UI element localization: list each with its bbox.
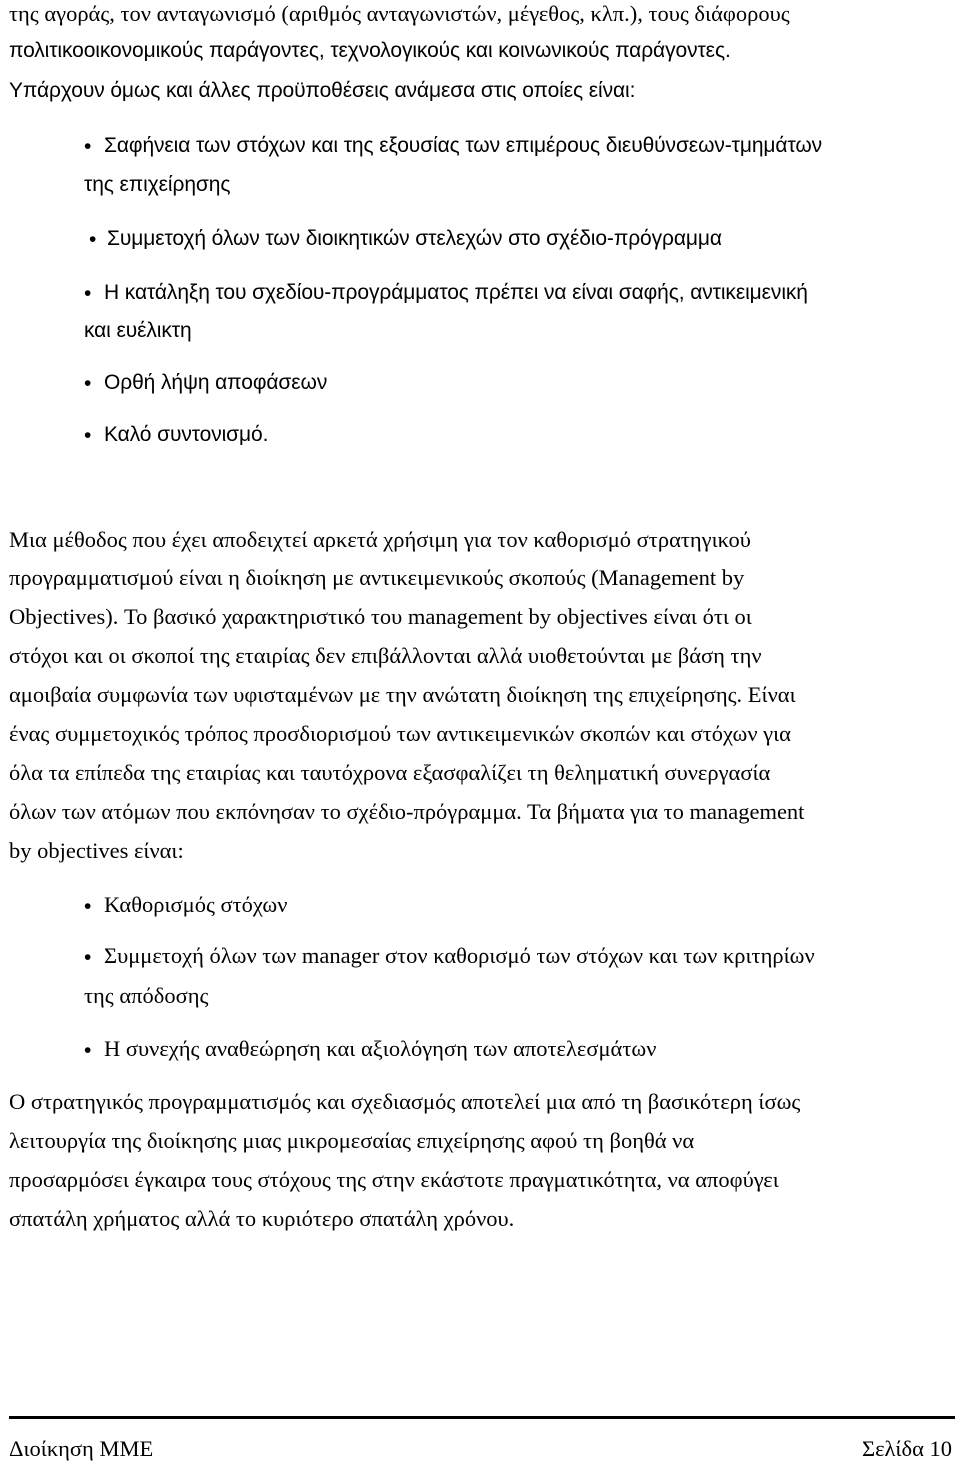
intro-line: πολιτικοοικονομικούς παράγοντες, τεχνολογικούς και κοινωνικούς παράγοντες. [9,39,731,62]
bullet-icon: • [84,372,92,395]
footer-title: Διοίκηση ΜΜΕ [9,1436,154,1461]
paragraph-line: Μια μέθοδος που έχει αποδειχτεί αρκετά χρήσιμη για τον καθορισμό στρατηγικού [9,527,751,552]
bullet-icon: • [84,946,92,969]
paragraph-line: by objectives είναι: [9,838,184,863]
bullet-icon: • [84,282,92,305]
list-item-text: Συμμετοχή όλων των διοικητικών στελεχών στο σχέδιο-πρόγραμμα [107,227,722,250]
bullet-icon: • [84,135,92,158]
paragraph-line: προσαρμόσει έγκαιρα τους στόχους της στην εκάστοτε πραγματικότητα, να αποφύγει [9,1167,779,1192]
paragraph-line: λειτουργία της διοίκησης μιας μικρομεσαίας επιχείρησης αφού τη βοηθά να [9,1128,695,1153]
paragraph-line: προγραμματισμού είναι η διοίκηση με αντικειμενικούς σκοπούς (Management by [9,565,745,590]
intro-line: Υπάρχουν όμως και άλλες προϋποθέσεις ανάμεσα στις οποίες είναι: [9,79,636,102]
page-number: Σελίδα 10 [861,1436,952,1461]
list-item-text: Καλό συντονισμό. [104,423,269,446]
list-item-text: Συμμετοχή όλων των manager στον καθορισμό των στόχων και των κριτηρίων [104,943,815,968]
intro-line: της αγοράς, τον ανταγωνισμό (αριθμός ανταγωνιστών, μέγεθος, κλπ.), τους διάφορους [9,1,790,26]
bullet-icon: • [84,424,92,447]
list-item-text: Η κατάληξη του σχεδίου-προγράμματος πρέπει να είναι σαφής, αντικειμενική [104,281,808,304]
list-item-text: Καθορισμός στόχων [104,892,288,917]
list-item-text: Ορθή λήψη αποφάσεων [104,371,328,394]
list-item-text: Σαφήνεια των στόχων και της εξουσίας των επιμέρους διευθύνσεων-τμημάτων [104,134,823,157]
bullet-icon: • [84,1039,92,1062]
footer-divider [9,1416,955,1419]
paragraph-line: όλα τα επίπεδα της εταιρίας και ταυτόχρονα εξασφαλίζει τη θεληματική συνεργασία [9,760,771,785]
paragraph-line: αμοιβαία συμφωνία των υφισταμένων με την ανώτατη διοίκηση της επιχείρησης. Είναι [9,682,796,707]
list-item-text: της απόδοσης [84,983,209,1008]
list-item-text: Η συνεχής αναθεώρηση και αξιολόγηση των αποτελεσμάτων [104,1036,657,1061]
list-item-text: και ευέλικτη [84,319,192,342]
paragraph-line: σπατάλη χρήματος αλλά το κυριότερο σπατάλη χρόνου. [9,1206,515,1231]
paragraph-line: ένας συμμετοχικός τρόπος προσδιορισμού των αντικειμενικών σκοπών και στόχων για [9,721,791,746]
bullet-icon: • [89,228,97,251]
paragraph-line: όλων των ατόμων που εκπόνησαν το σχέδιο-πρόγραμμα. Τα βήματα για το management [9,799,805,824]
paragraph-line: στόχοι και οι σκοποί της εταιρίας δεν επιβάλλονται αλλά υιοθετούνται με βάση την [9,643,762,668]
paragraph-line: Ο στρατηγικός προγραμματισμός και σχεδιασμός αποτελεί μια από τη βασικότερη ίσως [9,1089,801,1114]
list-item-text: της επιχείρησης [84,173,231,196]
paragraph-line: Objectives). Το βασικό χαρακτηριστικό του management by objectives είναι ότι οι [9,604,752,629]
bullet-icon: • [84,895,92,918]
